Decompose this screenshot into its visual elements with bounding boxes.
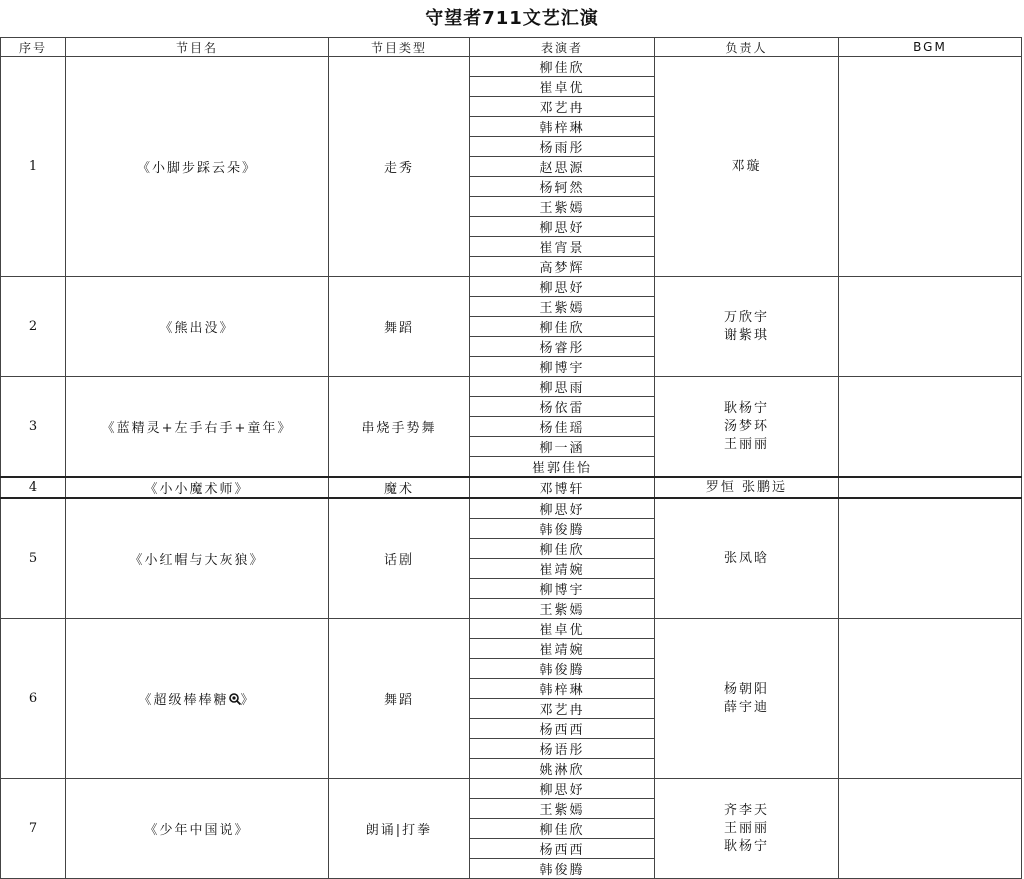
performer-cell: 杨西西	[470, 839, 655, 859]
program-name	[66, 377, 329, 478]
performer-cell: 杨雨彤	[470, 137, 655, 157]
bgm-cell	[839, 477, 1022, 498]
bgm-cell	[839, 57, 1022, 277]
performer-cell: 杨西西	[470, 719, 655, 739]
bgm-cell	[839, 619, 1022, 779]
bgm-cell	[839, 779, 1022, 879]
performer-cell: 杨轲然	[470, 177, 655, 197]
performer-cell: 柳思妤	[470, 217, 655, 237]
program-number: 4	[1, 477, 66, 498]
program-type: 朗诵|打拳	[329, 779, 470, 879]
header-type: 节目类型	[329, 38, 470, 57]
lead-name: 张凤晗	[723, 550, 769, 566]
lead-cell	[655, 779, 839, 879]
program-number: 6	[1, 619, 66, 779]
lead-name: 谢紫琪	[723, 327, 769, 343]
performer-cell: 柳思妤	[470, 779, 655, 799]
performer-cell: 杨睿彤	[470, 337, 655, 357]
performer-cell: 崔宵景	[470, 237, 655, 257]
program-name-text: 《熊出没》	[159, 321, 235, 336]
program-type: 走秀	[329, 57, 470, 277]
program-number: 3	[1, 377, 66, 478]
header-performers: 表演者	[470, 38, 655, 57]
lead-cell	[655, 57, 839, 277]
table-row	[1, 779, 1022, 799]
program-name-end: 》	[240, 693, 256, 708]
header-program: 节目名	[66, 38, 329, 57]
performer-cell: 崔卓优	[470, 77, 655, 97]
lead-name: 罗恒 张鹏远	[705, 479, 788, 495]
performer-cell: 姚淋欣	[470, 759, 655, 779]
lead-cell	[655, 377, 839, 478]
performer-cell: 赵思源	[470, 157, 655, 177]
lead-cell	[655, 277, 839, 377]
table-row	[1, 477, 1022, 498]
performer-cell: 柳思雨	[470, 377, 655, 397]
performer-cell: 邓博轩	[470, 477, 655, 498]
table-row	[1, 498, 1022, 519]
header-no: 序号	[1, 38, 66, 57]
program-name-text: 《小小魔术师》	[144, 482, 250, 497]
performer-cell: 柳佳欣	[470, 539, 655, 559]
performer-cell: 高梦辉	[470, 257, 655, 277]
lead-name: 薛宇迪	[723, 699, 769, 715]
performer-cell: 王紫嫣	[470, 599, 655, 619]
performer-cell: 韩俊腾	[470, 519, 655, 539]
performer-cell: 王紫嫣	[470, 799, 655, 819]
lead-name: 汤梦环	[723, 418, 769, 434]
program-type: 舞蹈	[329, 619, 470, 779]
lead-cell	[655, 619, 839, 779]
lead-name: 万欣宇	[723, 309, 769, 325]
lollipop-icon	[229, 693, 241, 705]
program-name	[66, 277, 329, 377]
performer-cell: 韩俊腾	[470, 859, 655, 879]
table-row	[1, 619, 1022, 639]
lead-name: 王丽丽	[723, 820, 769, 836]
lead-name: 齐李天	[723, 802, 769, 818]
program-type: 话剧	[329, 498, 470, 619]
program-name-text: 《少年中国说》	[144, 823, 250, 838]
program-name-text: 《小脚步踩云朵》	[136, 161, 257, 176]
lead-name: 耿杨宁	[723, 838, 769, 854]
table-row	[1, 277, 1022, 297]
performer-cell: 韩俊腾	[470, 659, 655, 679]
program-name	[66, 779, 329, 879]
program-name	[66, 57, 329, 277]
performer-cell: 柳博宇	[470, 357, 655, 377]
program-table	[0, 37, 1022, 879]
header-row	[1, 38, 1022, 57]
lead-name: 耿杨宁	[723, 400, 769, 416]
bgm-cell	[839, 498, 1022, 619]
performer-cell: 韩梓琳	[470, 117, 655, 137]
performer-cell: 杨佳瑶	[470, 417, 655, 437]
performer-cell: 柳一涵	[470, 437, 655, 457]
program-number: 7	[1, 779, 66, 879]
performer-cell: 柳思妤	[470, 277, 655, 297]
program-number: 5	[1, 498, 66, 619]
program-type: 魔术	[329, 477, 470, 498]
performer-cell: 崔靖婉	[470, 639, 655, 659]
performer-cell: 王紫嫣	[470, 297, 655, 317]
bgm-cell	[839, 377, 1022, 478]
program-name-text: 《小红帽与大灰狼》	[129, 553, 265, 568]
program-number: 1	[1, 57, 66, 277]
performer-cell: 崔郭佳怡	[470, 457, 655, 478]
performer-cell: 崔靖婉	[470, 559, 655, 579]
performer-cell: 柳博宇	[470, 579, 655, 599]
table-row	[1, 57, 1022, 77]
performer-cell: 杨语彤	[470, 739, 655, 759]
performer-cell: 柳佳欣	[470, 57, 655, 77]
program-type: 串烧手势舞	[329, 377, 470, 478]
program-name	[66, 477, 329, 498]
lead-cell	[655, 498, 839, 619]
performer-cell: 邓艺冉	[470, 97, 655, 117]
performer-cell: 柳佳欣	[470, 819, 655, 839]
page-title: 守望者711文艺汇演	[425, 8, 599, 29]
lead-name: 王丽丽	[723, 436, 769, 452]
lead-cell	[655, 477, 839, 498]
performer-cell: 崔卓优	[470, 619, 655, 639]
performer-cell: 邓艺冉	[470, 699, 655, 719]
program-type: 舞蹈	[329, 277, 470, 377]
performer-cell: 王紫嫣	[470, 197, 655, 217]
performer-cell: 韩梓琳	[470, 679, 655, 699]
header-lead: 负责人	[655, 38, 839, 57]
bgm-cell	[839, 277, 1022, 377]
program-name	[66, 498, 329, 619]
table-row	[1, 377, 1022, 397]
performer-cell: 杨依雷	[470, 397, 655, 417]
lead-name: 邓璇	[731, 158, 762, 174]
lead-name: 杨朝阳	[723, 681, 769, 697]
performer-cell: 柳佳欣	[470, 317, 655, 337]
program-name-text: 《超级棒棒糖	[138, 693, 229, 708]
program-name	[66, 619, 329, 779]
header-bgm: BGM	[839, 38, 1022, 57]
performer-cell: 柳思妤	[470, 498, 655, 519]
program-number: 2	[1, 277, 66, 377]
program-name-text: 《蓝精灵+左手右手+童年》	[101, 421, 293, 436]
